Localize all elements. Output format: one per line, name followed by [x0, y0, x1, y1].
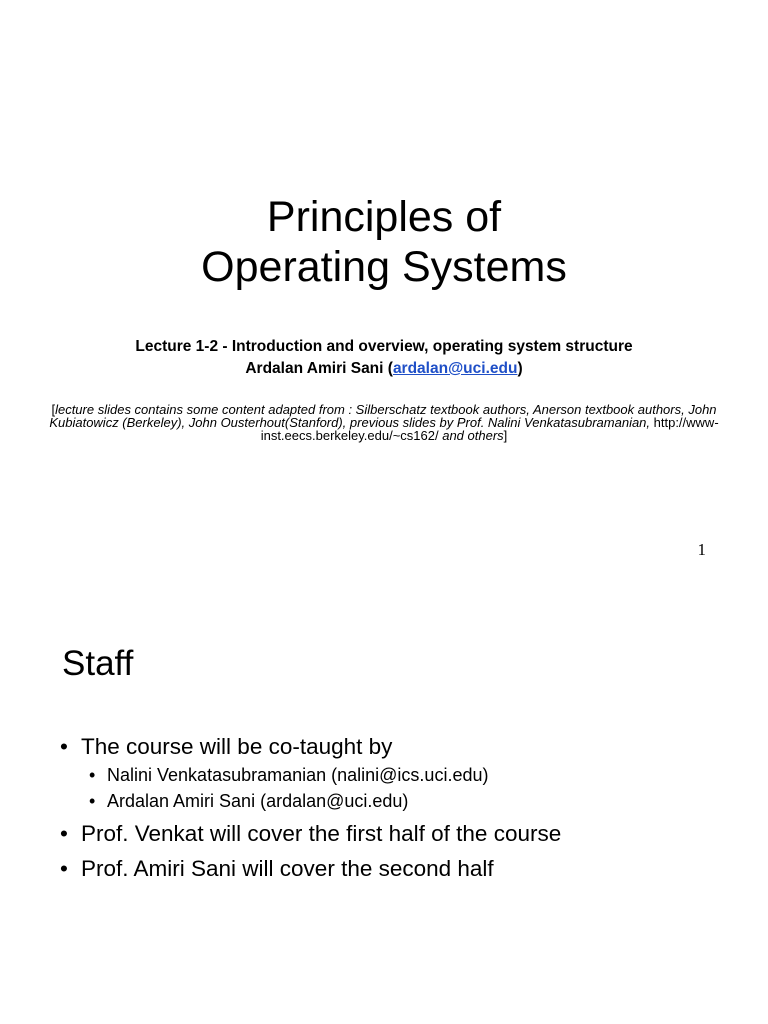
author-email-link[interactable]: ardalan@uci.edu [392, 360, 518, 377]
bullet-text: Prof. Venkat will cover the first half of the course [81, 821, 562, 846]
sub-list-item: • Nalini Venkatasubramanian (nalini@ics.uci.edu) [89, 762, 740, 788]
credits-url: http://www-inst.eecs.berkeley.edu/~cs162/ [260, 415, 719, 443]
credits-open-bracket: [ [51, 402, 56, 417]
credits-text: lecture slides contains some content adapted from : Silberschatz textbook authors, Anerson textbook authors, John Kubiatowicz (Berkeley), John Ousterhout(Stanford), previous slides by Prof. Nalini Venkatasubramanian, [49, 402, 717, 430]
author-close: ) [517, 360, 523, 377]
author-line [0, 358, 768, 380]
section-heading: Staff [62, 644, 134, 683]
list-item [60, 854, 740, 884]
title-line-1: Principles of [266, 193, 502, 241]
title-line-2: Operating Systems [201, 243, 567, 291]
credits-text-end: and others [438, 428, 504, 443]
sub-bullet-list [81, 762, 740, 814]
sub-list-item: • Ardalan Amiri Sani (ardalan@uci.edu) [89, 788, 740, 814]
staff-slide [0, 590, 768, 1024]
list-item [60, 819, 740, 849]
bullet-text: Prof. Amiri Sani will cover the second half [81, 856, 494, 881]
page-number: 1 [697, 540, 706, 559]
slide-title [0, 192, 768, 292]
bullet-list [60, 732, 740, 889]
lecture-info [0, 336, 768, 380]
lecture-title: Lecture 1-2 - Introduction and overview, operating system structure [135, 338, 633, 355]
list-item [60, 732, 740, 814]
author-name: Ardalan Amiri Sani ( [245, 360, 393, 377]
credits-close-bracket: ] [503, 428, 508, 443]
bullet-text: The course will be co-taught by [81, 734, 393, 759]
credits-note [40, 403, 728, 442]
